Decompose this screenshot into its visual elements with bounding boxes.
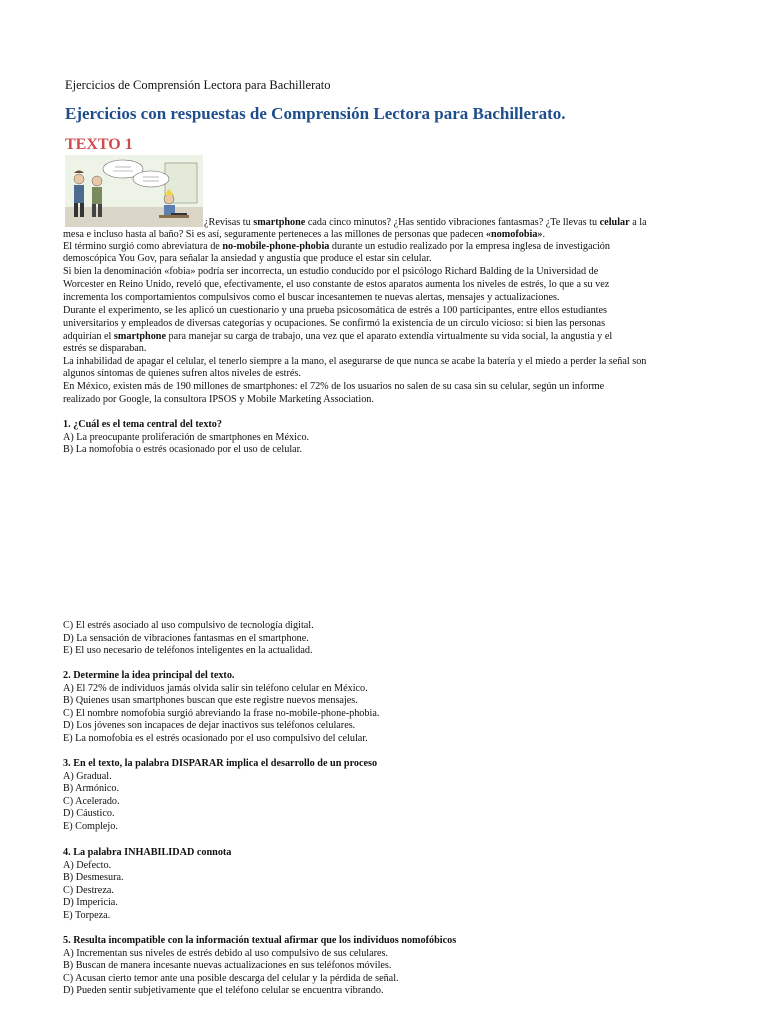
option-d: D) Cáustico. bbox=[63, 808, 115, 820]
main-heading: Ejercicios con respuestas de Comprensión Lectora para Bachillerato. bbox=[65, 104, 566, 123]
option-c: C) El nombre nomofobia surgió abreviando la frase no-mobile-phone-phobia. bbox=[63, 707, 380, 719]
option-c: C) El estrés asociado al uso compulsivo de tecnología digital. bbox=[63, 620, 314, 631]
option-d: D) Los jóvenes son incapaces de dejar inactivos sus teléfonos celulares. bbox=[63, 720, 356, 732]
option-d: D) Pueden sentir subjetivamente que el teléfono celular se encuentra vibrando. bbox=[63, 985, 384, 997]
option-c: C) Destreza. bbox=[63, 884, 114, 896]
option-d: D) Impericia. bbox=[63, 897, 118, 909]
passage-text: ¿Revisas tu bbox=[204, 217, 254, 228]
option-e: E) Complejo. bbox=[63, 820, 118, 832]
option-a: A) El 72% de individuos jamás olvida salir sin teléfono celular en México. bbox=[63, 682, 368, 694]
passage-bold: smartphone bbox=[253, 217, 306, 228]
option-b: B) Quienes usan smartphones buscan que este registre nuevos mensajes. bbox=[63, 695, 358, 707]
option-e: E) Torpeza. bbox=[63, 909, 111, 921]
question-title: 4. La palabra INHABILIDAD connota bbox=[63, 847, 232, 858]
option-a: A) Gradual. bbox=[63, 770, 112, 782]
document-title: Ejercicios de Comprensión Lectora para Bachillerato bbox=[65, 78, 331, 92]
passage-text: cada cinco minutos? ¿Has sentido vibraciones fantasmas? ¿Te llevas tu bbox=[305, 217, 600, 228]
passage-line: Durante el experimento, se les aplicó un cuestionario y una prueba psicosomática de estrés a 100 participantes, entre ellos estudiantes bbox=[63, 305, 607, 316]
option-d: D) La sensación de vibraciones fantasmas en el smartphone. bbox=[63, 632, 309, 644]
passage-line bbox=[63, 331, 612, 343]
question-5 bbox=[63, 935, 456, 998]
option-e: E) El uso necesario de teléfonos inteligentes en la actualidad. bbox=[63, 645, 313, 657]
cartoon-illustration bbox=[65, 155, 203, 227]
passage-line: Worcester en Reino Unido, reveló que, efectivamente, el uso constante de estos aparatos aumenta los niveles de estrés, lo que a su vez bbox=[63, 279, 610, 290]
option-c: C) Acelerado. bbox=[63, 795, 120, 807]
passage-bold: «nomofobia» bbox=[485, 229, 543, 240]
passage-line bbox=[63, 241, 610, 253]
passage-text: El término surgió como abreviatura de bbox=[63, 241, 223, 252]
option-b: B) Armónico. bbox=[63, 783, 120, 795]
question-2 bbox=[63, 670, 379, 746]
option-a: A) Incrementan sus niveles de estrés debido al uso compulsivo de sus celulares. bbox=[63, 947, 389, 959]
passage-line: Si bien la denominación «fobia» podría ser incorrecta, un estudio conducido por el psicólogo Richard Balding de la Universidad de bbox=[63, 266, 599, 277]
passage-line: estrés se disparaban. bbox=[63, 343, 147, 354]
option-a: A) Defecto. bbox=[63, 859, 112, 871]
passage-line: incrementa los comportamientos compulsivos como el buscar incesantemen te nuevas alertas, mensajes y actualizaciones. bbox=[63, 292, 560, 303]
option-b: B) Desmesura. bbox=[63, 872, 124, 884]
passage-line: realizado por Google, la consultora IPSOS y Mobile Marketing Association. bbox=[63, 394, 374, 405]
question-1-continued bbox=[63, 620, 314, 658]
texto-label: TEXTO 1 bbox=[65, 136, 133, 153]
passage-bold: smartphone bbox=[113, 331, 166, 342]
option-e: E) La nomofobia es el estrés ocasionado por el uso compulsivo del celular. bbox=[63, 732, 368, 744]
passage-text: durante un estudio realizado por la empresa inglesa de investigación bbox=[329, 241, 610, 252]
question-title: 3. En el texto, la palabra DISPARAR implica el desarrollo de un proceso bbox=[63, 758, 378, 769]
passage-text: . bbox=[542, 229, 546, 240]
passage-bold: no-mobile-phone-phobia bbox=[222, 241, 330, 252]
passage-bold: celular bbox=[599, 217, 630, 228]
question-1 bbox=[63, 419, 309, 457]
option-b: B) La nomofobia o estrés ocasionado por el uso de celular. bbox=[63, 444, 303, 456]
question-title: 5. Resulta incompatible con la información textual afirmar que los individuos nomofóbicos bbox=[63, 935, 457, 946]
passage-line: En México, existen más de 190 millones de smartphones: el 72% de los usuarios no salen de su casa sin su celular, según un informe bbox=[63, 381, 605, 392]
option-b: B) Buscan de manera incesante nuevas actualizaciones en sus teléfonos móviles. bbox=[63, 960, 392, 972]
question-title: 1. ¿Cuál es el tema central del texto? bbox=[63, 419, 222, 430]
passage-line: demoscópica You Gov, para señalar la ansiedad y angustia que produce el estar sin celular. bbox=[63, 253, 432, 264]
passage-line bbox=[63, 229, 545, 241]
passage-text: para manejar su carga de trabajo, una vez que el aparato extendía virtualmente su vida social, la angustia y el bbox=[166, 331, 613, 342]
passage-line: algunos síntomas de quienes sufren altos niveles de estrés. bbox=[63, 368, 301, 379]
passage-text: mesa e incluso hasta al baño? Si es así, seguramente perteneces a las millones de personas que padecen bbox=[63, 229, 486, 240]
question-3 bbox=[63, 758, 377, 834]
passage-line bbox=[204, 217, 647, 229]
passage-text: adquirían el bbox=[63, 331, 114, 342]
question-4 bbox=[63, 847, 231, 923]
passage-text: a la bbox=[629, 217, 647, 228]
passage-line: La inhabilidad de apagar el celular, el tenerlo siempre a la mano, el asegurarse de que nunca se acabe la batería y el miedo a perder la señal son bbox=[63, 356, 647, 367]
question-title: 2. Determine la idea principal del texto. bbox=[63, 670, 235, 681]
passage-line: universitarios y empleados de diversas categorías y ocupaciones. Se confirmó la existencia de un círculo vicioso: si bien las personas bbox=[63, 318, 606, 329]
option-a: A) La preocupante proliferación de smartphones en México. bbox=[63, 431, 310, 443]
option-c: C) Acusan cierto temor ante una posible descarga del celular y la pérdida de señal. bbox=[63, 972, 399, 984]
